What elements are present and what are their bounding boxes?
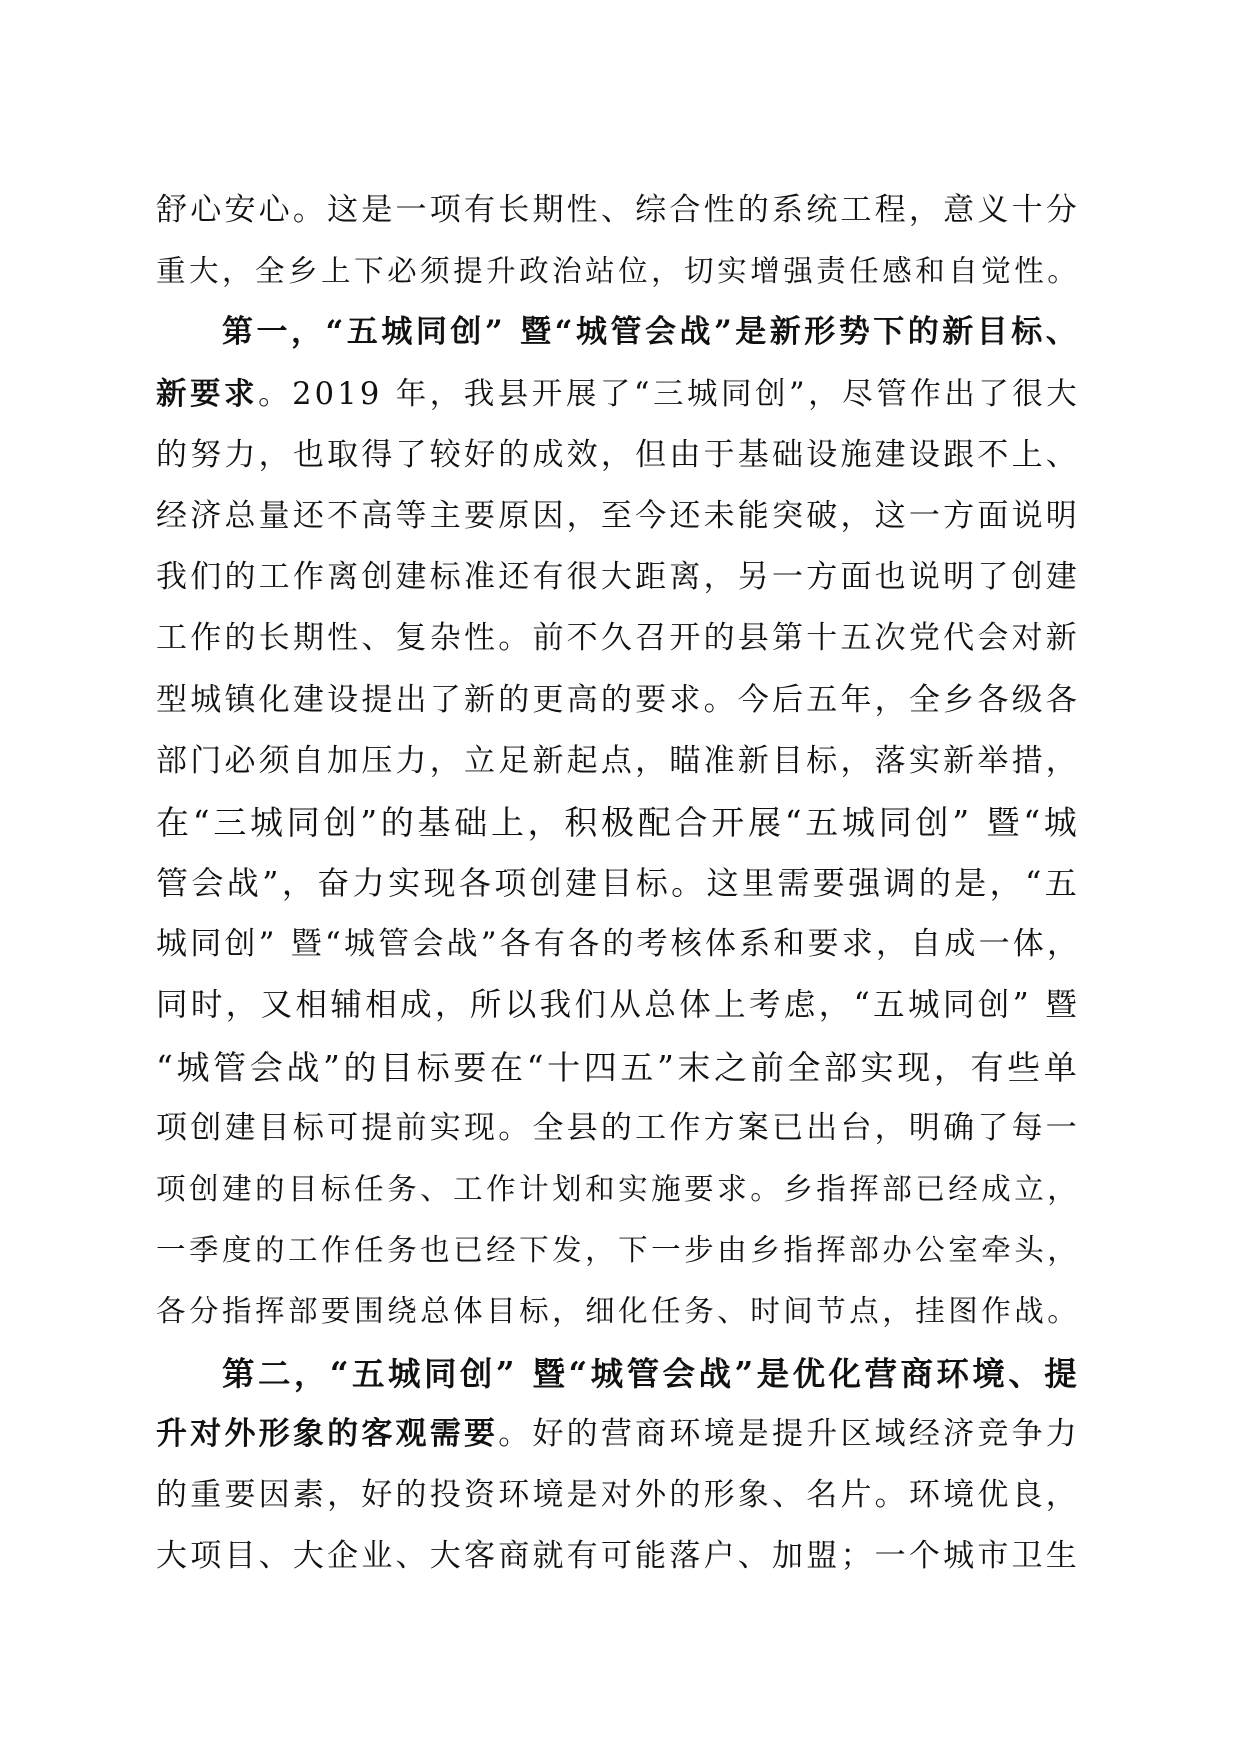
paragraph-line: 新要求。2019 年，我县开展了“三城同创”，尽管作出了很大 (156, 375, 1080, 412)
section-heading-2: 第二，“五城同创” 暨“城管会战”是优化营商环境、提 (222, 1353, 1080, 1393)
paragraph-line: 部门必须自加压力，立足新起点，瞄准新目标，落实新举措， (156, 742, 1080, 779)
paragraph-line: “城管会战”的目标要在“十四五”末之前全部实现，有些单 (156, 1047, 1080, 1087)
paragraph-line: 经济总量还不高等主要原因，至今还未能突破，这一方面说明 (156, 497, 1080, 534)
paragraph-line: 型城镇化建设提出了新的更高的要求。今后五年，全乡各级各 (156, 681, 1080, 718)
paragraph-line: 的努力，也取得了较好的成效，但由于基础设施建设跟不上、 (156, 436, 1080, 473)
paragraph-line: 项创建的目标任务、工作计划和实施要求。乡指挥部已经成立， (156, 1172, 1080, 1206)
paragraph-line: 大项目、大企业、大客商就有可能落户、加盟；一个城市卫生 (156, 1538, 1080, 1575)
paragraph-line: 的重要因素，好的投资环境是对外的形象、名片。环境优良， (156, 1476, 1080, 1513)
section-heading-1-tail: 新要求 (156, 375, 259, 412)
paragraph-line: 升对外形象的客观需要。好的营商环境是提升区域经济竞争力 (156, 1415, 1080, 1452)
paragraph-line: 城同创” 暨“城管会战”各有各的考核体系和要求，自成一体， (156, 926, 1082, 963)
paragraph-line: 管会战”，奋力实现各项创建目标。这里需要强调的是，“五 (156, 864, 1080, 903)
paragraph-line: 项创建目标可提前实现。全县的工作方案已出台，明确了每一 (156, 1109, 1080, 1146)
paragraph-line: 在“三城同创”的基础上，积极配合开展“五城同创” 暨“城 (156, 802, 1080, 842)
paragraph-line: 重大，全乡上下必须提升政治站位，切实增强责任感和自觉性。 (156, 254, 1080, 289)
paragraph-line: 我们的工作离创建标准还有很大距离，另一方面也说明了创建 (156, 559, 1080, 596)
paragraph-line: 工作的长期性、复杂性。前不久召开的县第十五次党代会对新 (156, 620, 1080, 657)
paragraph-line: 舒心安心。这是一项有长期性、综合性的系统工程，意义十分 (156, 192, 1080, 228)
document-page (156, 180, 1080, 1587)
paragraph-line: 一季度的工作任务也已经下发，下一步由乡指挥部办公室牵头， (156, 1233, 1080, 1268)
section-heading-1: 第一，“五城同创” 暨“城管会战”是新形势下的新目标、 (222, 314, 1080, 351)
section-heading-2-tail: 升对外形象的客观需要 (156, 1415, 499, 1452)
paragraph-line: 各分指挥部要围绕总体目标，细化任务、时间节点，挂图作战。 (156, 1294, 1080, 1329)
paragraph-line: 同时，又相辅相成，所以我们从总体上考虑，“五城同创” 暨 (156, 987, 1080, 1024)
